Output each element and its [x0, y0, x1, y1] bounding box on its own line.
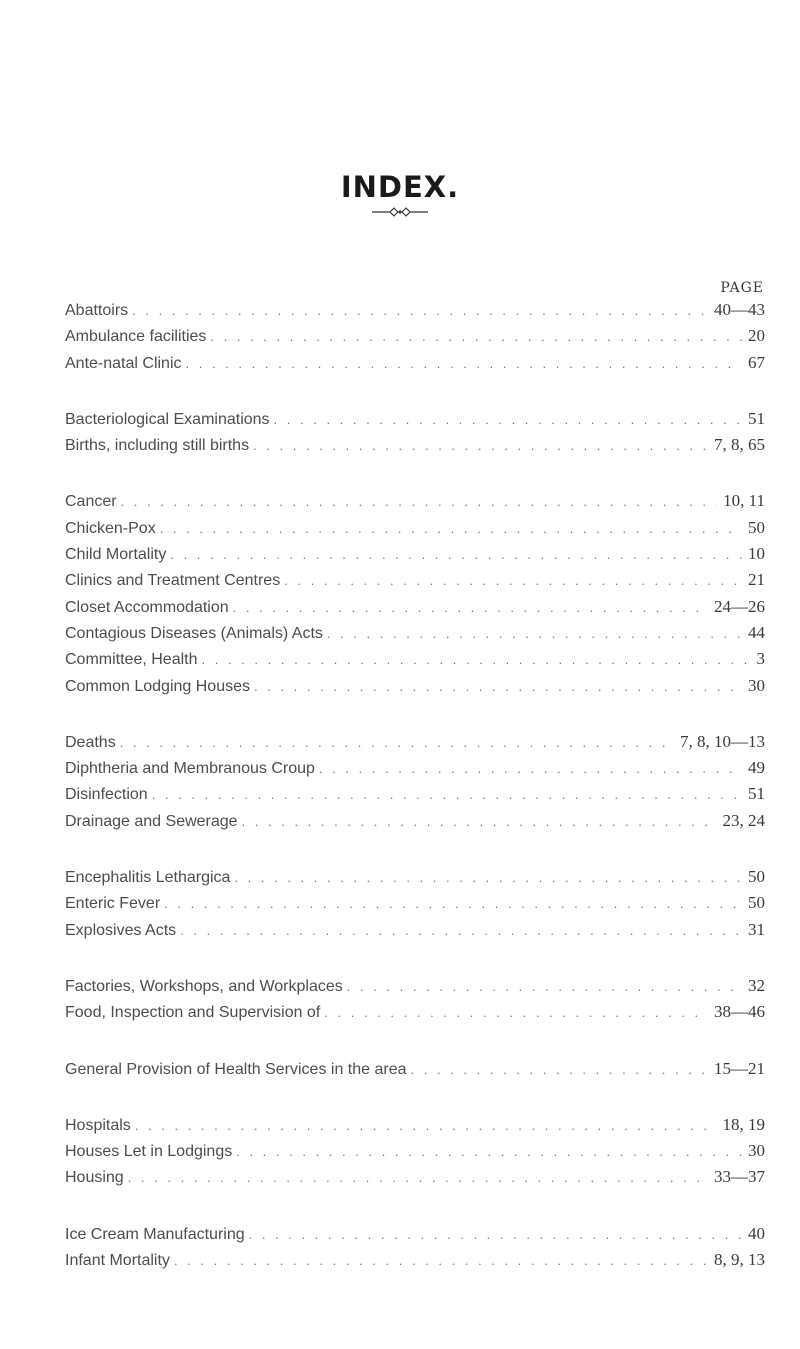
entry-page-numbers: 24—26 — [714, 596, 765, 616]
entry-page-numbers: 20 — [748, 326, 765, 346]
index-entry — [65, 1115, 765, 1141]
index-group — [65, 1115, 765, 1194]
entry-term: Disinfection — [65, 786, 148, 804]
index-entry — [65, 893, 765, 919]
dot-leader — [120, 735, 674, 750]
dot-leader — [324, 1005, 708, 1020]
dot-leader — [242, 814, 717, 829]
entry-term: Bacteriological Examinations — [65, 410, 270, 428]
page-column-header: PAGE — [720, 280, 764, 296]
entry-term: Ice Cream Manufacturing — [65, 1225, 245, 1243]
index-entry — [65, 1059, 765, 1085]
index-group — [65, 976, 765, 1029]
index-group — [65, 1059, 765, 1085]
entry-term: Committee, Health — [65, 651, 198, 669]
index-group — [65, 732, 765, 837]
entry-term: Infant Mortality — [65, 1252, 170, 1270]
dot-leader — [160, 521, 742, 536]
entry-page-numbers: 51 — [748, 784, 765, 804]
dot-leader — [249, 1227, 742, 1242]
entry-page-numbers: 33—37 — [714, 1167, 765, 1187]
dot-leader — [174, 1253, 708, 1268]
entry-page-numbers: 50 — [748, 517, 765, 537]
entry-page-numbers: 3 — [756, 649, 765, 669]
index-entry — [65, 1002, 765, 1028]
dot-leader — [274, 412, 742, 427]
dot-leader — [254, 679, 742, 694]
dot-leader — [236, 1144, 742, 1159]
entry-term: Contagious Diseases (Animals) Acts — [65, 624, 323, 642]
entry-page-numbers: 50 — [748, 867, 765, 887]
index-entry — [65, 920, 765, 946]
entry-page-numbers: 40—43 — [714, 300, 765, 319]
entry-term: Housing — [65, 1169, 124, 1187]
entry-page-numbers: 8, 9, 13 — [714, 1250, 765, 1270]
index-entry — [65, 518, 765, 544]
dot-leader — [135, 1118, 717, 1133]
entry-term: Houses Let in Lodgings — [65, 1143, 233, 1161]
entry-term: Ante-natal Clinic — [65, 354, 182, 372]
index-group — [65, 409, 765, 462]
index-entry — [65, 409, 765, 435]
entry-term: Enteric Fever — [65, 895, 161, 913]
entry-page-numbers: 18, 19 — [722, 1114, 765, 1134]
index-entry — [65, 326, 765, 352]
entry-page-numbers: 50 — [748, 893, 765, 913]
index-entry — [65, 435, 765, 461]
index-entry — [65, 544, 765, 570]
entry-page-numbers: 38—46 — [714, 1002, 765, 1022]
entry-term: Births, including still births — [65, 437, 250, 455]
dot-leader — [128, 1170, 708, 1185]
index-group — [65, 300, 765, 379]
entry-term: Factories, Workshops, and Workplaces — [65, 977, 343, 995]
dot-leader — [210, 329, 742, 344]
index-entry — [65, 811, 765, 837]
dot-leader — [234, 870, 742, 885]
index-entries — [65, 300, 765, 1306]
dot-leader — [319, 761, 742, 776]
dot-leader — [121, 494, 718, 509]
entry-term: Encephalitis Lethargica — [65, 869, 231, 887]
entry-page-numbers: 23, 24 — [722, 810, 765, 830]
entry-page-numbers: 51 — [748, 408, 765, 428]
entry-page-numbers: 67 — [748, 352, 765, 372]
index-entry — [65, 1167, 765, 1193]
entry-term: Diphtheria and Membranous Croup — [65, 760, 315, 778]
entry-page-numbers: 15—21 — [714, 1058, 765, 1078]
entry-term: General Provision of Health Services in the area — [65, 1060, 407, 1078]
entry-page-numbers: 32 — [748, 975, 765, 995]
dot-leader — [411, 1062, 708, 1077]
index-entry — [65, 732, 765, 758]
dot-leader — [253, 438, 708, 453]
index-entry — [65, 353, 765, 379]
dot-leader — [327, 626, 742, 641]
entry-term: Ambulance facilities — [65, 328, 207, 346]
index-entry — [65, 676, 765, 702]
entry-term: Common Lodging Houses — [65, 677, 250, 695]
dot-leader — [170, 547, 742, 562]
entry-page-numbers: 10, 11 — [723, 491, 765, 511]
index-entry — [65, 649, 765, 675]
index-entry — [65, 1141, 765, 1167]
ornament-divider-icon — [370, 205, 430, 219]
index-entry — [65, 570, 765, 596]
entry-page-numbers: 10 — [748, 544, 765, 564]
index-group — [65, 491, 765, 701]
entry-term: Deaths — [65, 733, 116, 751]
entry-term: Explosives Acts — [65, 921, 177, 939]
index-entry — [65, 784, 765, 810]
entry-term: Chicken-Pox — [65, 519, 156, 537]
entry-term: Food, Inspection and Supervision of — [65, 1004, 321, 1022]
index-entry — [65, 1250, 765, 1276]
entry-page-numbers: 7, 8, 10—13 — [680, 731, 765, 751]
index-entry — [65, 623, 765, 649]
entry-page-numbers: 30 — [748, 1141, 765, 1161]
index-group — [65, 1224, 765, 1277]
entry-term: Closet Accommodation — [65, 598, 229, 616]
dot-leader — [233, 600, 708, 615]
index-entry — [65, 597, 765, 623]
entry-page-numbers: 21 — [748, 570, 765, 590]
entry-term: Drainage and Sewerage — [65, 812, 238, 830]
index-entry — [65, 300, 765, 326]
entry-page-numbers: 31 — [748, 919, 765, 939]
index-entry — [65, 976, 765, 1002]
dot-leader — [164, 896, 742, 911]
entry-page-numbers: 40 — [748, 1223, 765, 1243]
index-entry — [65, 491, 765, 517]
dot-leader — [284, 573, 742, 588]
entry-page-numbers: 7, 8, 65 — [714, 435, 765, 455]
dot-leader — [202, 652, 751, 667]
entry-page-numbers: 49 — [748, 758, 765, 778]
entry-term: Child Mortality — [65, 546, 167, 564]
index-group — [65, 867, 765, 946]
index-entry — [65, 758, 765, 784]
entry-page-numbers: 30 — [748, 675, 765, 695]
entry-term: Cancer — [65, 493, 117, 511]
dot-leader — [152, 787, 742, 802]
index-entry — [65, 1224, 765, 1250]
dot-leader — [132, 303, 708, 318]
entry-term: Clinics and Treatment Centres — [65, 572, 281, 590]
dot-leader — [347, 979, 742, 994]
page-title: INDEX. — [340, 170, 460, 204]
index-entry — [65, 867, 765, 893]
entry-term: Abattoirs — [65, 302, 129, 319]
entry-term: Hospitals — [65, 1116, 131, 1134]
dot-leader — [186, 356, 743, 371]
entry-page-numbers: 44 — [748, 622, 765, 642]
dot-leader — [180, 923, 742, 938]
